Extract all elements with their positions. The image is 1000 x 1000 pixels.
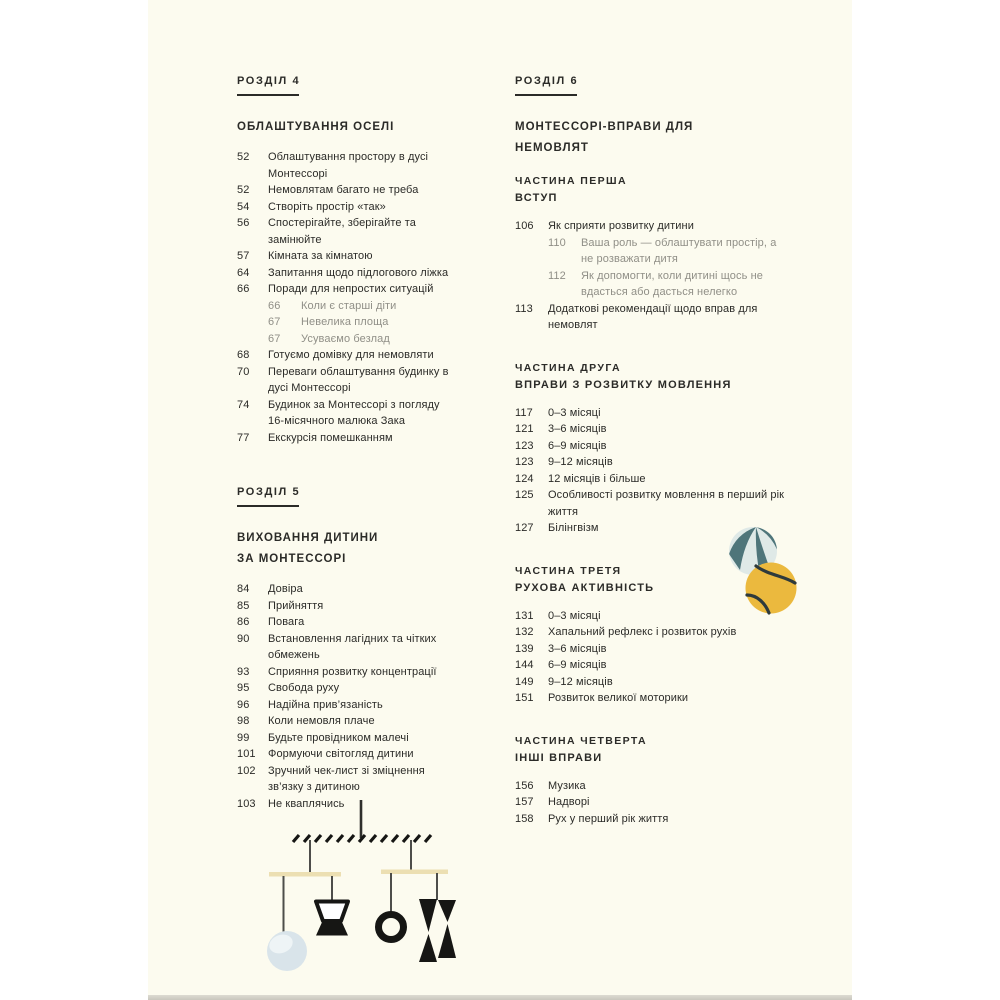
section-label: РОЗДІЛ 6 [515,75,579,87]
entry-page-number: 144 [515,659,534,671]
toc-entry [515,794,791,811]
toc-entry [237,314,449,331]
entry-title: Невелика площа [301,316,389,328]
entry-title: Усуваємо безлад [301,332,390,345]
entry-page-number: 110 [548,236,566,249]
part-kicker: ЧАСТИНА ТРЕТЯ [515,564,622,577]
page-bottom-edge [148,995,852,1000]
toc-entry [237,298,449,315]
entry-page-number: 68 [237,349,250,361]
entry-page-number: 125 [515,489,534,501]
chapter-title-line: МОНТЕССОРІ-ВПРАВИ ДЛЯ [515,121,694,133]
entry-title: 0–3 місяці [548,406,601,419]
entry-page-number: 93 [237,665,250,678]
entry-page-number: 66 [268,299,281,312]
toc-entry [237,713,449,730]
section-label-underline [237,505,299,507]
toc-entry [237,730,449,747]
part-kicker: ЧАСТИНА ПЕРША [515,175,627,187]
toc-column-right [515,75,791,827]
entry-title: Переваги облаштування будинку в дусі Монтессорі [268,365,449,394]
toc-entries [515,778,791,828]
entry-title: Довіра [268,583,303,595]
entry-title: Додаткові рекомендації щодо вправ для немовлят [548,302,758,331]
chapter-title [237,528,449,570]
entry-title: Екскурсія помешканням [268,431,393,444]
entry-title: Ваша роль — облаштувати простір, а не розважати дитя [581,236,777,265]
balls-illustration [711,520,805,618]
entry-page-number: 67 [268,316,281,328]
entry-page-number: 132 [515,626,534,638]
toc-entry [237,149,449,182]
part-title: ВПРАВИ З РОЗВИТКУ МОВЛЕННЯ [515,378,732,391]
entry-page-number: 123 [515,439,534,452]
entry-page-number: 95 [237,682,250,694]
entry-title: Надійна прив’язаність [268,698,383,711]
entry-page-number: 113 [515,302,533,315]
toc-entry [237,347,449,364]
toc-entry [515,657,791,674]
entry-title: Надворі [548,796,590,808]
entry-page-number: 139 [515,642,534,655]
entry-page-number: 86 [237,616,250,628]
toc-entry [237,697,449,714]
entry-title: Готуємо домівку для немовляти [268,349,434,361]
entry-page-number: 149 [515,675,534,688]
entry-page-number: 67 [268,332,281,345]
toc-section-right-2 [515,360,791,537]
toc-entries [515,405,791,537]
toc-entries [237,149,449,446]
toc-entry [515,487,791,520]
entry-title: Коли немовля плаче [268,715,375,727]
toc-entries [515,608,791,707]
section-label: РОЗДІЛ 4 [237,75,301,87]
mobile-ring [379,873,404,940]
toc-entry [515,641,791,658]
toc-entry [515,674,791,691]
yellow-ball [746,563,797,614]
entry-page-number: 77 [237,431,250,444]
entry-title: 3–6 місяців [548,423,607,435]
toc-entry [515,218,791,235]
entry-title: 6–9 місяців [548,659,607,671]
entry-page-number: 131 [515,609,534,622]
entry-page-number: 156 [515,779,534,792]
toc-entry [237,215,449,248]
mobile-frame [269,800,448,877]
entry-title: Будьте провідником малечі [268,731,409,744]
entry-title: Зручний чек-лист зі зміцнення зв’язку з дитиною [268,764,425,793]
entry-title: 6–9 місяців [548,439,607,452]
entry-page-number: 106 [515,220,534,232]
entry-page-number: 70 [237,365,250,378]
toc-entry [515,438,791,455]
baby-mobile-illustration [248,795,478,995]
toc-entry [515,301,791,334]
toc-entry [237,763,449,796]
entry-title: Білінгвізм [548,522,599,534]
chapter-title-line: ОБЛАШТУВАННЯ ОСЕЛІ [237,121,395,133]
toc-entries [515,218,791,334]
part-title: ІНШІ ВПРАВИ [515,751,603,764]
mobile-wood-bar-left [269,872,341,877]
entry-title: Музика [548,779,586,792]
part-title: ВСТУП [515,192,558,204]
entry-page-number: 103 [237,797,256,810]
entry-title: Створіть простір «так» [268,200,386,213]
entry-page-number: 66 [237,283,250,295]
toc-entry [237,664,449,681]
toc-entries [237,581,449,812]
entry-page-number: 102 [237,764,256,777]
entry-page-number: 52 [237,184,250,196]
chapter-title-line: НЕМОВЛЯТ [515,142,589,154]
toc-entry [237,598,449,615]
entry-title: Повага [268,616,305,628]
toc-section-right-0 [515,75,791,159]
toc-entry [515,811,791,828]
entry-title: 0–3 місяці [548,609,601,622]
mobile-sphere [267,876,307,971]
entry-title: 3–6 місяців [548,642,607,655]
entry-title: Як сприяти розвитку дитини [548,220,694,232]
entry-title: Хапальний рефлекс і розвиток рухів [548,626,737,638]
toc-entry [515,405,791,422]
toc-entry [515,624,791,641]
entry-title: Як допомогти, коли дитині щось не вдасться або дасться нелегко [581,269,763,298]
toc-entry [237,248,449,265]
entry-page-number: 90 [237,632,250,645]
entry-page-number: 96 [237,698,250,711]
toc-entry [515,471,791,488]
entry-page-number: 127 [515,522,534,534]
toc-entry [515,778,791,795]
toc-entry [237,265,449,282]
entry-page-number: 101 [237,748,256,760]
toc-column-left [237,75,449,812]
toc-entry [515,454,791,471]
entry-page-number: 52 [237,151,250,163]
toc-section-right-1 [515,173,791,334]
entry-page-number: 56 [237,217,250,229]
entry-title: Не кваплячись [268,797,345,810]
entry-title: Прийняття [268,599,324,612]
section-label-underline [237,94,299,96]
entry-title: 9–12 місяців [548,675,613,688]
entry-title: Немовлятам багато не треба [268,184,419,196]
toc-entry [237,182,449,199]
entry-title: Сприяння розвитку концентрації [268,665,437,678]
chapter-title-line: ВИХОВАННЯ ДИТИНИ [237,532,379,544]
entry-page-number: 112 [548,269,566,282]
chapter-title [237,117,449,138]
toc-entry [237,281,449,298]
chapter-title-line: ЗА МОНТЕССОРІ [237,553,347,565]
toc-entry [237,581,449,598]
entry-page-number: 157 [515,796,534,808]
entry-title: 12 місяців і більше [548,472,646,485]
entry-page-number: 121 [515,423,534,435]
toc-entry [237,614,449,631]
toc-entry [237,331,449,348]
section-label: РОЗДІЛ 5 [237,486,301,498]
entry-page-number: 85 [237,599,250,612]
entry-page-number: 54 [237,200,250,213]
entry-page-number: 123 [515,456,534,468]
toc-section-right-4 [515,733,791,828]
entry-page-number: 124 [515,472,534,485]
toc-entry [237,631,449,664]
toc-entry [515,268,791,301]
entry-page-number: 151 [515,692,534,704]
entry-title: Поради для непростих ситуацій [268,283,434,295]
entry-page-number: 74 [237,398,250,411]
entry-title: Свобода руху [268,682,340,694]
part-title: РУХОВА АКТИВНІСТЬ [515,581,655,594]
toc-entry [237,364,449,397]
entry-title: Формуючи світогляд дитини [268,748,414,760]
entry-title: Особливості розвитку мовлення в перший рік життя [548,489,785,518]
toc-entry [237,746,449,763]
entry-title: Розвиток великої моторики [548,692,689,704]
entry-title: Облаштування простору в дусі Монтессорі [268,151,429,180]
entry-title: Будинок за Монтессорі з погляду 16-місячного малюка Зака [268,398,440,427]
part-kicker: ЧАСТИНА ДРУГА [515,361,622,374]
toc-entry [237,397,449,430]
mobile-goblet [316,876,348,936]
chapter-title [515,117,791,159]
entry-title: Коли є старші діти [301,299,397,312]
entry-page-number: 64 [237,266,250,279]
entry-page-number: 117 [515,406,533,419]
entry-title: Рух у перший рік життя [548,812,669,825]
mobile-double-hourglass [419,873,456,962]
entry-title: Запитання щодо підлогового ліжка [268,266,449,279]
toc-entry [515,235,791,268]
toc-section-left-0 [237,75,449,446]
entry-page-number: 84 [237,583,250,595]
toc-entry [515,421,791,438]
entry-title: Кімната за кімнатою [268,250,373,262]
entry-title: Спостерігайте, зберігайте та замінюйте [268,217,417,246]
toc-entry [237,430,449,447]
toc-entry [237,199,449,216]
entry-title: 9–12 місяців [548,456,613,468]
toc-section-left-1 [237,486,449,812]
entry-page-number: 158 [515,812,534,825]
entry-title: Встановлення лагідних та чітких обмежень [268,632,437,661]
entry-page-number: 98 [237,715,250,727]
book-page [148,0,852,1000]
part-kicker: ЧАСТИНА ЧЕТВЕРТА [515,734,648,747]
section-label-underline [515,94,577,96]
entry-page-number: 99 [237,731,250,744]
entry-page-number: 57 [237,250,250,262]
toc-entry [237,680,449,697]
toc-entry [515,690,791,707]
